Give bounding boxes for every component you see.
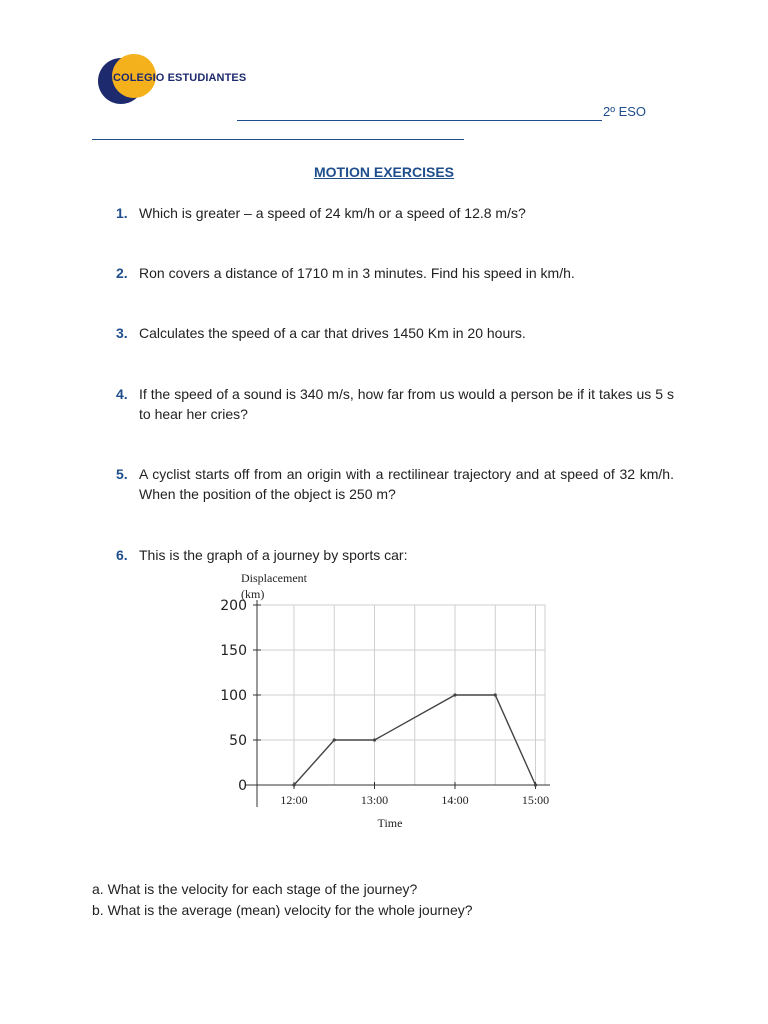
data-point [534, 783, 537, 786]
question-3 [116, 323, 674, 343]
x-tick-label: 12:00 [280, 793, 308, 807]
course-label: 2º ESO [603, 104, 647, 119]
question-number: 4. [116, 386, 128, 402]
question-text: If the speed of a sound is 340 m/s, how far from us would a person be if it takes us 5 s to hear her cries? [139, 386, 674, 422]
school-name: COLEGIO ESTUDIANTES [113, 72, 247, 84]
question-number: 6. [116, 547, 128, 563]
data-point [373, 738, 376, 741]
name-underline [237, 120, 602, 121]
question-text: Ron covers a distance of 1710 m in 3 minutes. Find his speed in km/h. [139, 265, 575, 281]
y-tick-label: 50 [229, 733, 247, 749]
question-text: A cyclist starts off from an origin with a rectilinear trajectory and at speed of 32 km/h. When the position of the object is 250 m? [139, 466, 674, 502]
question-2 [116, 263, 674, 283]
y-tick-label: 150 [220, 643, 247, 659]
x-axis-label: Time [377, 816, 403, 830]
y-axis-unit-label: (km) [241, 587, 265, 601]
date-underline [92, 139, 464, 140]
data-point [333, 738, 336, 741]
question-text: Which is greater – a speed of 24 km/h or a speed of 12.8 m/s? [139, 205, 526, 221]
school-logo [96, 54, 256, 110]
data-point [494, 693, 497, 696]
y-tick-label: 0 [238, 778, 247, 794]
data-point [453, 693, 456, 696]
question-5 [116, 464, 674, 504]
y-tick-label: 200 [220, 598, 247, 614]
question-text: This is the graph of a journey by sports car: [139, 547, 408, 563]
page-title: MOTION EXERCISES [313, 164, 455, 180]
displacement-time-chart [205, 565, 555, 835]
question-number: 1. [116, 205, 128, 221]
sub-question-a: a. What is the velocity for each stage of the journey? [92, 881, 418, 897]
x-tick-label: 13:00 [360, 793, 389, 807]
question-number: 5. [116, 466, 128, 482]
x-tick-label: 15:00 [521, 793, 550, 807]
sub-question-b: b. What is the average (mean) velocity for the whole journey? [92, 902, 473, 918]
question-6 [116, 545, 674, 565]
question-1 [116, 203, 674, 223]
question-number: 2. [116, 265, 128, 281]
x-tick-label: 14:00 [441, 793, 469, 807]
question-number: 3. [116, 325, 128, 341]
question-4 [116, 384, 674, 424]
question-text: Calculates the speed of a car that drives 1450 Km in 20 hours. [139, 325, 526, 341]
y-tick-label: 100 [220, 688, 247, 704]
y-axis-label: Displacement [241, 571, 307, 585]
data-point [292, 783, 295, 786]
